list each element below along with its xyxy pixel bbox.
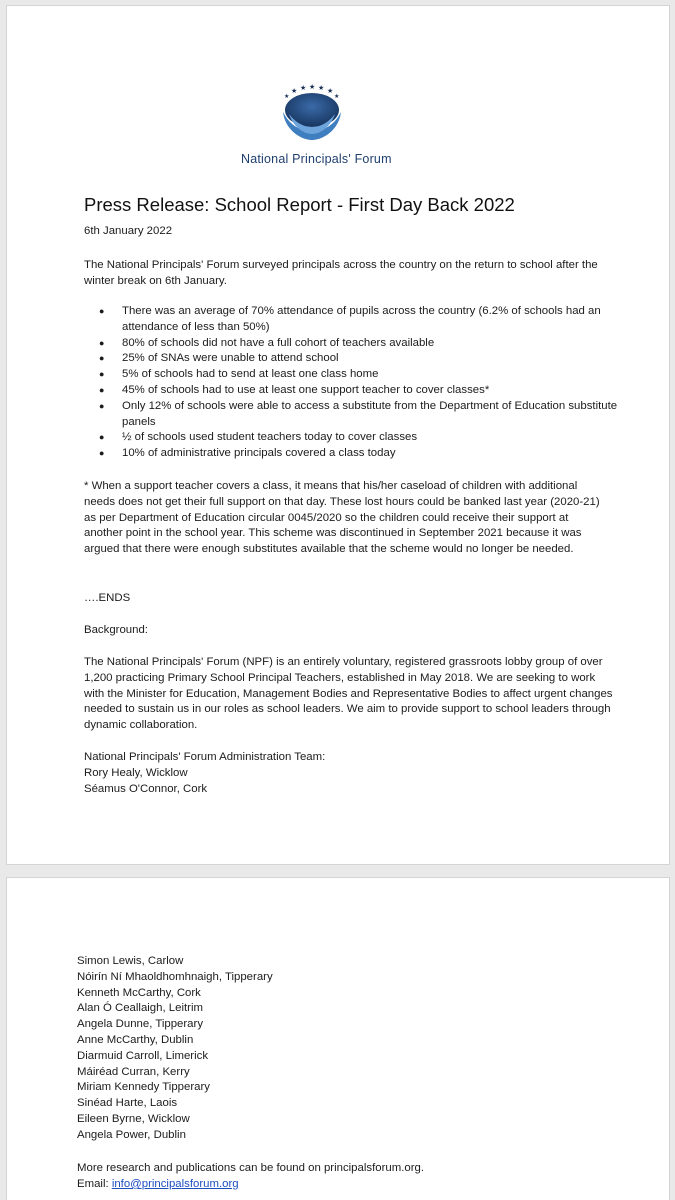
svg-text:★: ★ — [309, 84, 316, 91]
team-member: Anne McCarthy, Dublin — [77, 1033, 194, 1046]
svg-text:★: ★ — [327, 87, 334, 95]
team-member: Rory Healy, Wicklow — [84, 767, 188, 779]
ends-marker: ….ENDS — [84, 592, 131, 604]
bullet-dot-icon: ● — [99, 384, 105, 395]
bullet-dot-icon: ● — [99, 432, 105, 443]
admin-team-list-page1 — [84, 766, 207, 798]
finding-item: ● 5% of schools had to send at least one class home — [99, 367, 619, 383]
more-research-note: More research and publications can be found on principalsforum.org. — [77, 1162, 424, 1174]
logo-org-name: National Principals' Forum — [241, 152, 392, 166]
svg-text:★: ★ — [284, 93, 290, 100]
admin-team-heading: National Principals' Forum Administration Team: — [84, 751, 326, 763]
admin-team-list-page2 — [77, 954, 273, 1144]
team-member: Diarmuid Carroll, Limerick — [77, 1049, 209, 1062]
intro-paragraph: The National Principals' Forum surveyed principals across the country on the return to school after the winter break on 6th January. — [84, 259, 598, 287]
finding-item: ● 10% of administrative principals covered a class today — [99, 446, 619, 462]
document-page-1 — [6, 5, 670, 865]
team-member: Sinéad Harte, Laois — [77, 1097, 178, 1110]
findings-list — [99, 304, 619, 462]
globe-hands-logo-icon — [239, 84, 365, 146]
finding-item: ● There was an average of 70% attendance of pupils across the country (6.2% of schools had an attendance of less than 50%) — [99, 305, 601, 333]
bullet-dot-icon: ● — [99, 400, 105, 411]
bullet-dot-icon: ● — [99, 306, 105, 316]
background-paragraph: The National Principals' Forum (NPF) is an entirely voluntary, registered grassroots lobby group of over 1,200 practicing Primary School Principal Teachers, established in May 2018. We are seeking to work with the Minister for Education, Management Bodies and Representative Bodies to affect urgent changes needed to sustain us in our roles as school leaders. We aim to provide support to school leaders through dynamic collaboration. — [84, 656, 613, 732]
team-member: Kenneth McCarthy, Cork — [77, 986, 201, 999]
support-teacher-footnote: * When a support teacher covers a class, it means that his/her caseload of children with additional needs does not get their full support on that day. These lost hours could be banked last year (2020-21) as per Department of Education circular 0045/2020 so the children could receive their support at another point in the school year. This scheme was discontinued in September 2021 because it was argued that there were enough substitutes available that the scheme would no longer be needed. — [84, 480, 600, 556]
npf-logo — [235, 84, 441, 176]
team-member: Alan Ó Ceallaigh, Leitrim — [77, 1002, 203, 1015]
team-member: Séamus O'Connor, Cork — [84, 782, 208, 795]
finding-item: ● Only 12% of schools were able to access a substitute from the Department of Education substitute panels — [99, 399, 618, 428]
team-member: Miriam Kennedy Tipperary — [77, 1081, 210, 1094]
bullet-dot-icon: ● — [99, 337, 105, 348]
release-date: 6th January 2022 — [84, 225, 173, 237]
email-link[interactable]: info@principalsforum.org — [111, 1178, 239, 1190]
team-member: Nóirín Ní Mhaoldhomhnaigh, Tipperary — [77, 970, 273, 983]
email-label: Email: — [77, 1178, 112, 1190]
contact-email-line — [77, 1177, 239, 1193]
finding-item: ● ½ of schools used student teachers today to cover classes — [99, 430, 619, 446]
svg-text:★: ★ — [334, 93, 340, 100]
svg-text:★: ★ — [291, 87, 298, 95]
bullet-dot-icon: ● — [99, 369, 105, 380]
finding-item: ● 80% of schools did not have a full cohort of teachers available — [99, 336, 619, 352]
team-member: Máiréad Curran, Kerry — [77, 1065, 190, 1078]
bullet-dot-icon: ● — [99, 448, 105, 459]
finding-item: ● 25% of SNAs were unable to attend school — [99, 351, 619, 367]
background-heading: Background: — [84, 624, 148, 636]
svg-text:★: ★ — [300, 84, 307, 92]
finding-item: ● 45% of schools had to use at least one support teacher to cover classes* — [99, 383, 619, 399]
team-member: Simon Lewis, Carlow — [77, 955, 184, 967]
svg-text:★: ★ — [318, 84, 325, 92]
team-member: Eileen Byrne, Wicklow — [77, 1112, 190, 1125]
team-member: Angela Power, Dublin — [77, 1128, 186, 1141]
press-release-title: Press Release: School Report - First Day Back 2022 — [84, 194, 515, 215]
bullet-dot-icon: ● — [99, 353, 105, 364]
team-member: Angela Dunne, Tipperary — [77, 1018, 204, 1031]
